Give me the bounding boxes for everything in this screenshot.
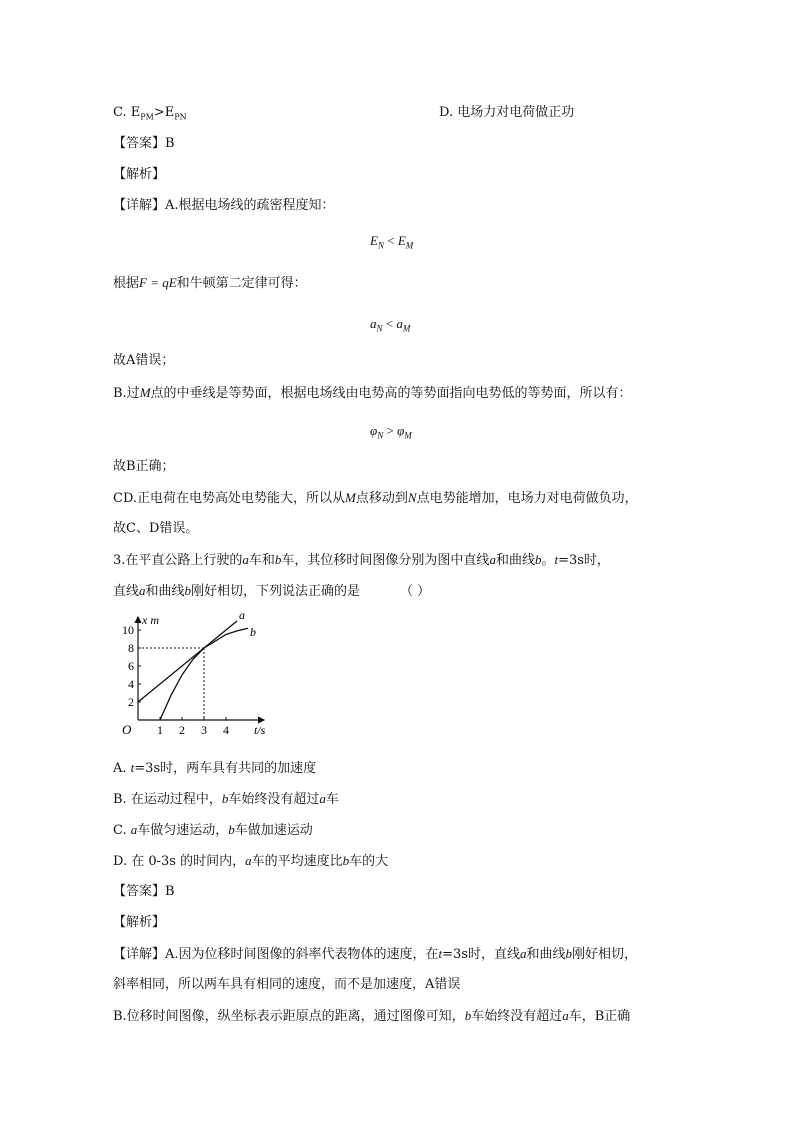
y-tick-label: 6 [128,659,134,673]
graph-labels [122,612,266,737]
series-label-b: b [250,625,256,640]
solution-line1: 【详解】A.因为位移时间图像的斜率代表物体的速度，在t=3s时，直线a和曲线b刚好相切， [113,946,638,962]
graph-axes [138,617,264,720]
y-tick-label: 8 [128,641,134,655]
option-d-q3: D. 在 0-3s 的时间内，a车的平均速度比b车的大 [113,853,389,869]
analysis-cd-line1: CD.正电荷在电势高处电势能大，所以从M点移动到N点电势能增加，电场力对电荷做负功， [113,490,638,506]
analysis-label-q3: 【解析】 [113,915,166,930]
option-c-q3: C. a车做匀速运动，b车做加速运动 [113,822,313,838]
equation-3: $\varphi_N > \varphi_M$ [370,423,412,441]
analysis-b-line1: B.过M点的中垂线是等势面，根据电场线由电势高的等势面指向电势低的等势面，所以有： [113,385,632,401]
analysis-a-conclusion: 故A错误； [113,353,175,368]
question-3-line1: 3.在平直公路上行驶的a车和b车，其位移时间图像分别为图中直线a和曲线b。t=3s时， [113,552,610,568]
analysis-label: 【解析】 [113,167,166,182]
series-label-a: a [239,612,245,622]
question-3-line2: 直线a和曲线b刚好相切，下列说法正确的是 （ ） [113,583,431,599]
x-tick-label: 2 [179,723,185,737]
answer-label: 【答案】B [113,136,175,151]
x-axis-label: t/s [254,723,266,737]
y-tick-label: 2 [128,695,134,709]
y-tick-label: 10 [122,623,134,637]
analysis-b-conclusion: 故B正确； [113,459,175,474]
x-tick-label: 4 [223,723,229,737]
option-d: D. 电场力对电荷做正功 [439,105,575,120]
origin-label: O [122,722,132,737]
series-b [160,628,248,720]
analysis-a-line1: 【详解】A.根据电场线的疏密程度知： [113,198,335,213]
option-b: B. 在运动过程中，b车始终没有超过a车 [113,791,339,807]
equation-2: $a_N < a_M$ [370,316,411,334]
series-a [138,621,237,702]
solution-line3: B.位移时间图像，纵坐标表示距原点的距离，通过图像可知，b车始终没有超过a车，B正确 [113,1008,631,1024]
x-tick-label: 3 [201,723,207,737]
solution-line2: 斜率相同，所以两车具有相同的速度，而不是加速度，A错误 [113,977,461,992]
y-axis-label: x m [142,613,159,627]
graph-curves [138,621,248,720]
equation-1: $E_N < E_M$ [370,233,414,251]
answer-label-q3: 【答案】B [113,884,175,899]
option-c: C. $E_{PM}>E_{PN}$ [113,105,187,122]
analysis-a-line2: 根据F = qE和牛顿第二定律可得： [113,275,307,291]
position-time-graph [116,612,276,742]
analysis-cd-line2: 故C、D错误。 [113,521,199,536]
y-tick-label: 4 [128,677,134,691]
option-a: A. t=3s时，两车具有共同的加速度 [113,760,317,776]
x-tick-label: 1 [157,723,163,737]
